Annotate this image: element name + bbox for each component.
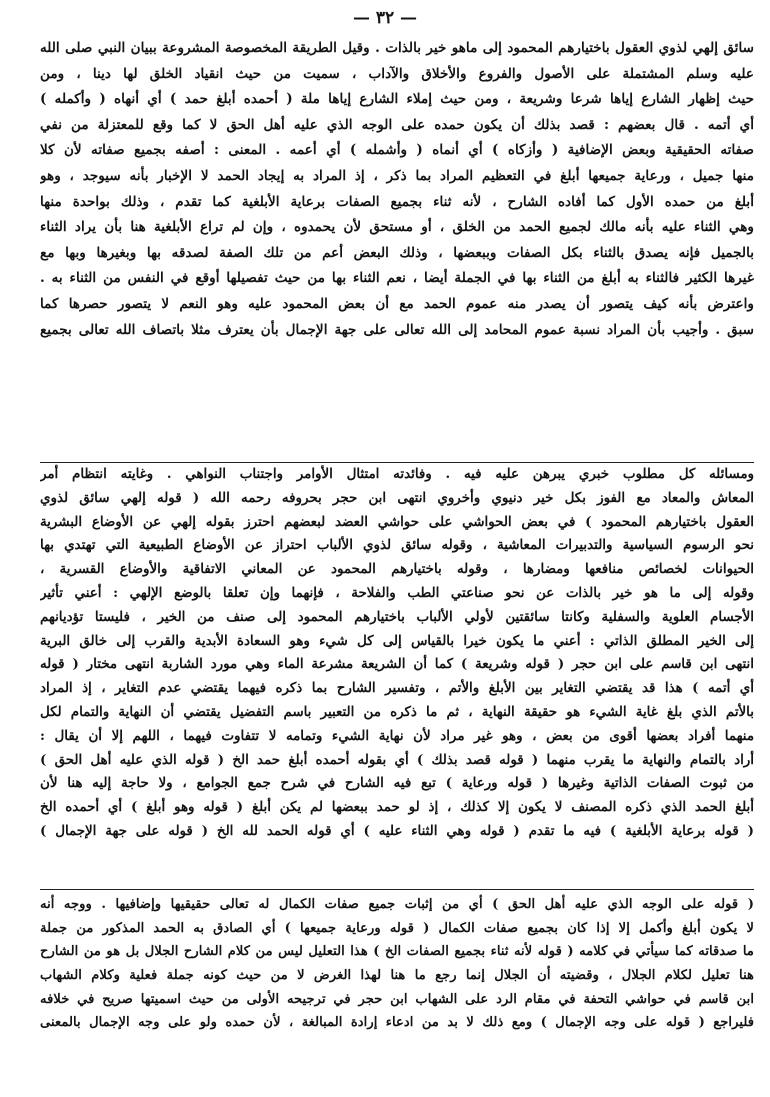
main-text-line: أبلغ من حمده الأول كما أفاده الشارح ، لأنه ثناء بجميع الصفات برعاية الأبلغية كما تقدم ، وذلك بواحدة منها xyxy=(40,193,754,210)
gloss-2-line: فليراجع ( قوله على وجه الإجمال ) ومع ذلك لا بد من ادعاء إرادة المبالغة ، لأن حمده ولو على وجه الإجمال بالمعنى xyxy=(40,1015,754,1031)
main-text-line: منها جميل ، ورعاية جميعها أبلغ في التعظيم المراد بما ذكر ، إذ المراد به إيجاد الحمد لا الإخبار بأنه سيوجد ، وهو xyxy=(40,167,754,184)
main-text-line: صفاته الحقيقية وبعض الإضافية ( وأزكاه ) أي أنماه ( وأشمله ) أي أعمه . المعنى : أصفه بجميع صفاته لأن كلا xyxy=(40,142,754,159)
gloss-2-line: ابن قاسم في حواشي التحفة في مقام الرد على الشهاب ابن حجر في ترجيحه الأولى من حيث اسميتها صريح في خلافه xyxy=(40,991,754,1007)
main-text-line: سائق إلهي لذوي العقول باختيارهم المحمود إلى ماهو خير بالذات . وقيل الطريقة المخصوصة المشروعة ببيان النبي صلى الله xyxy=(40,40,754,56)
gloss-1-line: أي أتمه ) هذا قد يقتضي التغاير بين الأبلغ والأتم ، وتفسير الشارح بما ذكره فيهما يقتضي عدم التغاير ، إذ المراد xyxy=(40,680,754,697)
gloss-1-line: المعاش والمعاد مع الفوز بكل خير دنيوي وأخروي انتهى ابن حجر بحروفه رحمه الله ( قوله إلهي سائق لذوي xyxy=(40,489,754,506)
main-text-line: حيث إظهار الشارع إياها شرعا وشريعة ، ومن حيث إملاء الشارع إياها ملة ( أحمده أبلغ حمد ) أي أنهاه ( وأكمله ) xyxy=(40,91,754,108)
gloss-1-line: الحيوانات لخصائص منافعها ومضارها ، وقوله باختيارهم المحمود عن المعاني الاتفاقية والأوضاع القسرية ، xyxy=(40,561,754,578)
gloss-1-line: وقوله إلى ما هو خير بالذات عن نحو صناعتي الطب والفلاحة ، فإنهما وإن تعلقا بالوضع الإلهي : أعني تأثير xyxy=(40,584,754,601)
gloss-1-line: نحو الرسوم السياسية والتدبيرات المعاشية ، وقوله سائق لذوي الألباب احتراز عن الأوضاع الطبيعية التي تهتدي بها xyxy=(40,537,754,554)
main-text-line: سبق . وأجيب بأن المراد نسبة عموم المحامد إلى الله تعالى على جهة الإجمال بأن يعترف مثلا باتصاف الله تعالى بجميع xyxy=(40,321,754,338)
section-divider xyxy=(40,889,754,890)
gloss-2-line: ما صدقاته كما سيأتي في كلامه ( قوله لأنه ثناء بجميع الصفات الخ ) هذا التعليل ليس من كلام الشارح الجلال بل هو من الشارح xyxy=(40,944,754,960)
gloss-1-line: أبلغ الحمد الذي ذكره المصنف لا يكون إلا كذلك ، إذ لو حمد ببعضها لم يكن أبلغ ( قوله وهو أبلغ ) أي أحمده الخ xyxy=(40,799,754,816)
main-text-line: بالجميل فإنه يصدق بالثناء بكل الصفات وببعضها ، وذلك البعض أعم من تلك الصفة لصدقه بها وبغيرها وبها مع xyxy=(40,244,754,261)
gloss-1-line: إلى الخير المطلق الذاتي : أعني ما يكون خيرا بالقياس إلى كل شيء وهو السعادة الأبدية والقرب إلى خالق البرية xyxy=(40,632,754,649)
gloss-2-line: ( قوله على الوجه الذي عليه أهل الحق ) أي من إثبات جميع صفات الكمال له تعالى حقيقيها وإضافيها . ووجه أنه xyxy=(40,897,754,912)
main-text-line: غيرها الكثير فالثناء به أبلغ من الثناء بها في الجملة أيضا ، نعم الثناء بها من حيث تفصيلها أوقع في النفس من الثناء به . xyxy=(40,270,754,287)
page-number: — ٣٢ — xyxy=(352,8,418,28)
main-text-line: واعترض بأنه كيف يتصور أن يصدر منه عموم الحمد مع أن بعض المحمود عليه وهو النعم لا يتصور حصرها كما xyxy=(40,295,754,312)
main-text-line: أي أتمه . قال بعضهم : قصد بذلك أن يكون حمده على الوجه الذي عليه أهل الحق لا كما وقع للمعتزلة من نفي xyxy=(40,116,754,133)
gloss-1-line: منهما أفراد بعضها أقوى من بعض ، وهو غير مراد لأن نهاية الشيء وتمامه لا تتفاوت فيهما ، اللهم إلا أن يقال : xyxy=(40,727,754,744)
gloss-1-line: العقول باختيارهم المحمود ) في بعض الحواشي على حواشي العضد لبعضهم احترز بقوله إلهي عن الأوضاع البشرية xyxy=(40,513,754,530)
gloss-commentary-2 xyxy=(40,893,754,1035)
gloss-1-line: من ثبوت الصفات الذاتية وغيرها ( قوله ورعاية ) تبع فيه الشارح في شرح جمع الجوامع ، ولا حاجة إليه هنا لأن xyxy=(40,775,754,792)
gloss-1-line: انتهى ابن قاسم على ابن حجر ( قوله وشريعة ) كما أن الشريعة مشرعة الماء وهي مورد الشاربة انتهى مختار ( قوله xyxy=(40,656,754,673)
gloss-commentary-1 xyxy=(40,463,754,844)
gloss-1-line: الأجسام العلوية والسفلية وكانتا سائقتين لأولي الألباب باختيارهم المحمود إلى صنف من الخير ، فليستا تؤديانهم xyxy=(40,608,754,625)
main-text-line: عليه وسلم المشتملة على الأصول والفروع والأخلاق والآداب ، سميت من حيث انقياد الخلق لها دينا ، ومن xyxy=(40,65,754,82)
gloss-1-line: أراد بالتمام والنهاية ما يقرب منهما ( قوله قصد بذلك ) أي بقوله أحمده أبلغ حمد الخ ( قوله الذي عليه أهل الحق ) xyxy=(40,751,754,768)
gloss-1-line: ومسائله كل مطلوب خبري يبرهن عليه فيه . وفائدته امتثال الأوامر واجتناب النواهي . وغايته انتظام أمر xyxy=(40,466,754,482)
gloss-1-line: ( قوله برعاية الأبلغية ) فيه ما تقدم ( قوله وهي الثناء عليه ) أي قوله الحمد لله الخ ( قوله على جهة الإجمال ) xyxy=(40,822,754,839)
main-text xyxy=(40,36,754,343)
gloss-2-line: لا يكون أبلغ وأكمل إلا إذا كان بجميع صفات الكمال ( قوله ورعاية جميعها ) أي الصادق به الحمد المذكور من جملة xyxy=(40,920,754,936)
gloss-1-line: بالأتم الذي بلغ غاية الشيء هو حقيقة النهاية ، ثم ما ذكره من التعبير باسم التفضيل يقتضي أن النهاية والتمام لكل xyxy=(40,703,754,720)
gloss-2-line: هنا تعليل لكلام الجلال ، وقضيته أن الجلال إنما رجع ما هنا لهذا الغرض لا من حيث كونه جملة فعلية وكلام الشهاب xyxy=(40,968,754,984)
main-text-line: وهي الثناء عليه بأنه مالك لجميع الحمد من الخلق ، أو مستحق لأن يحمدوه ، وإن لم تراع الأبلغية هنا بأن يراد الثناء xyxy=(40,219,754,236)
